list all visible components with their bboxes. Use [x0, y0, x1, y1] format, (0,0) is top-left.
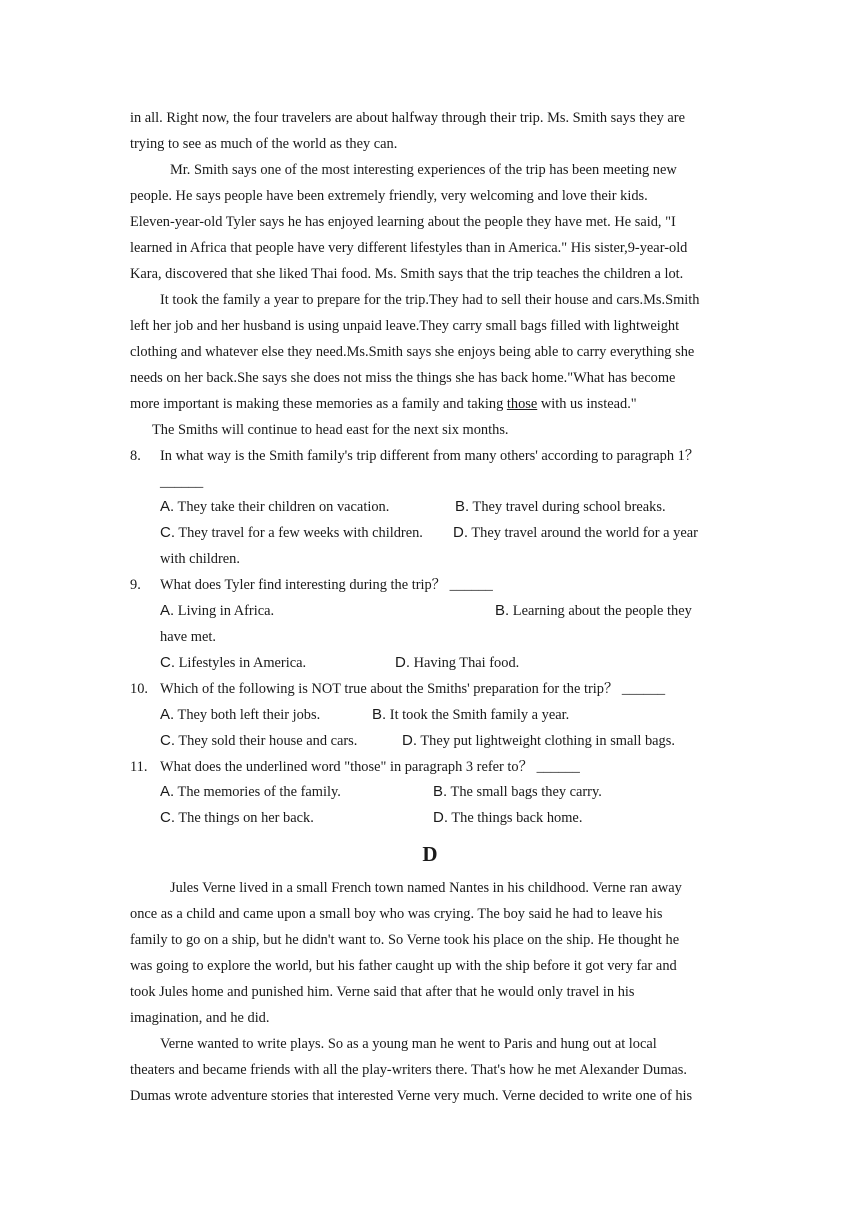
- question-text: What does Tyler find interesting during the trip？ ______: [160, 577, 493, 593]
- question-number: 8.: [130, 448, 141, 464]
- passage-line: imagination, and he did.: [130, 1010, 270, 1026]
- passage-line: needs on her back.She says she does not miss the things she has back home."What has become: [130, 370, 676, 386]
- passage-line: Verne wanted to write plays. So as a young man he went to Paris and hung out at local: [160, 1036, 657, 1052]
- option-a: [160, 782, 341, 802]
- option-text: The things on her back.: [175, 810, 314, 826]
- option-b: [455, 497, 666, 517]
- option-text: They travel during school breaks.: [469, 499, 666, 515]
- passage-line: Jules Verne lived in a small French town named Nantes in his childhood. Verne ran away: [170, 880, 682, 896]
- option-letter: A.: [160, 783, 175, 800]
- question-number: 10.: [130, 681, 148, 697]
- option-letter: D.: [395, 654, 410, 671]
- option-b: [433, 782, 602, 802]
- option-a: [160, 497, 389, 517]
- answer-blank: ______: [160, 474, 204, 490]
- option-text: They sold their house and cars.: [175, 733, 358, 749]
- option-text: They put lightweight clothing in small bags.: [417, 733, 675, 749]
- option-text: Having Thai food.: [410, 655, 520, 671]
- section-heading: D: [422, 842, 438, 866]
- option-text: They travel around the world for a year: [468, 525, 698, 541]
- passage-line: people. He says people have been extremely friendly, very welcoming and love their kids.: [130, 188, 648, 204]
- option-c: [160, 523, 423, 543]
- option-b: [495, 601, 692, 621]
- passage-line: once as a child and came upon a small boy who was crying. The boy said he had to leave his: [130, 906, 663, 922]
- option-letter: A.: [160, 602, 175, 619]
- option-letter: A.: [160, 706, 175, 723]
- passage-line: Mr. Smith says one of the most interesting experiences of the trip has been meeting new: [170, 162, 677, 178]
- option-letter: B.: [372, 706, 387, 723]
- question-number: 11.: [130, 759, 148, 775]
- option-letter: C.: [160, 654, 175, 671]
- option-text: They take their children on vacation.: [174, 499, 390, 515]
- passage-line: theaters and became friends with all the play-writers there. That's how he met Alexander Dumas.: [130, 1062, 687, 1078]
- option-text: The things back home.: [448, 810, 583, 826]
- option-continuation: with children.: [160, 551, 240, 567]
- option-c: [160, 653, 306, 673]
- passage-line: family to go on a ship, but he didn't want to. So Verne took his place on the ship. He thought he: [130, 932, 680, 948]
- option-letter: A.: [160, 498, 175, 515]
- option-letter: D.: [433, 809, 448, 826]
- option-letter: C.: [160, 524, 175, 541]
- option-letter: B.: [455, 498, 470, 515]
- passage-line: It took the family a year to prepare for the trip.They had to sell their house and cars.Ms.Smith: [160, 292, 700, 308]
- passage-line: [130, 394, 637, 414]
- question-text: Which of the following is NOT true about the Smiths' preparation for the trip？ ______: [160, 681, 666, 697]
- option-c: [160, 808, 314, 828]
- option-a: [160, 601, 274, 621]
- question-text: In what way is the Smith family's trip different from many others' according to paragraph 1？: [160, 448, 700, 464]
- option-letter: B.: [495, 602, 510, 619]
- option-continuation: have met.: [160, 629, 216, 645]
- passage-line: Eleven-year-old Tyler says he has enjoyed learning about the people they have met. He said, "I: [130, 214, 676, 230]
- passage-line: was going to explore the world, but his father caught up with the ship before it got very far and: [130, 958, 677, 974]
- option-letter: D.: [453, 524, 468, 541]
- option-text: Lifestyles in America.: [175, 655, 307, 671]
- option-text: It took the Smith family a year.: [386, 707, 570, 723]
- question-text: What does the underlined word "those" in paragraph 3 refer to？ ______: [160, 759, 580, 775]
- option-b: [372, 705, 569, 725]
- option-text: They both left their jobs.: [174, 707, 321, 723]
- option-letter: C.: [160, 809, 175, 826]
- option-text: Living in Africa.: [174, 603, 275, 619]
- question-number: 9.: [130, 577, 141, 593]
- passage-text: with us instead.": [537, 396, 637, 412]
- option-d: [395, 653, 519, 673]
- option-d: [402, 731, 675, 751]
- option-text: The small bags they carry.: [447, 784, 602, 800]
- passage-line: took Jules home and punished him. Verne said that after that he would only travel in his: [130, 984, 635, 1000]
- passage-line: left her job and her husband is using unpaid leave.They carry small bags filled with lightweight: [130, 318, 680, 334]
- option-a: [160, 705, 320, 725]
- passage-line: Dumas wrote adventure stories that interested Verne very much. Verne decided to write one of his: [130, 1088, 693, 1104]
- option-d: [453, 523, 698, 543]
- option-letter: B.: [433, 783, 448, 800]
- option-c: [160, 731, 357, 751]
- option-text: The memories of the family.: [174, 784, 341, 800]
- passage-line: clothing and whatever else they need.Ms.Smith says she enjoys being able to carry everything she: [130, 344, 695, 360]
- option-text: Learning about the people they: [509, 603, 692, 619]
- passage-text: more important is making these memories as a family and taking: [130, 396, 507, 412]
- passage-line: Kara, discovered that she liked Thai food. Ms. Smith says that the trip teaches the children a lot.: [130, 266, 684, 282]
- passage-line: The Smiths will continue to head east for the next six months.: [152, 422, 509, 438]
- underlined-word: those: [506, 396, 538, 412]
- passage-line: trying to see as much of the world as they can.: [130, 136, 398, 152]
- passage-line: learned in Africa that people have very different lifestyles than in America." His sister,9-year-old: [130, 240, 688, 256]
- option-d: [433, 808, 582, 828]
- option-letter: C.: [160, 732, 175, 749]
- option-letter: D.: [402, 732, 417, 749]
- option-text: They travel for a few weeks with children.: [175, 525, 423, 541]
- passage-line: in all. Right now, the four travelers are about halfway through their trip. Ms. Smith says they are: [130, 110, 685, 126]
